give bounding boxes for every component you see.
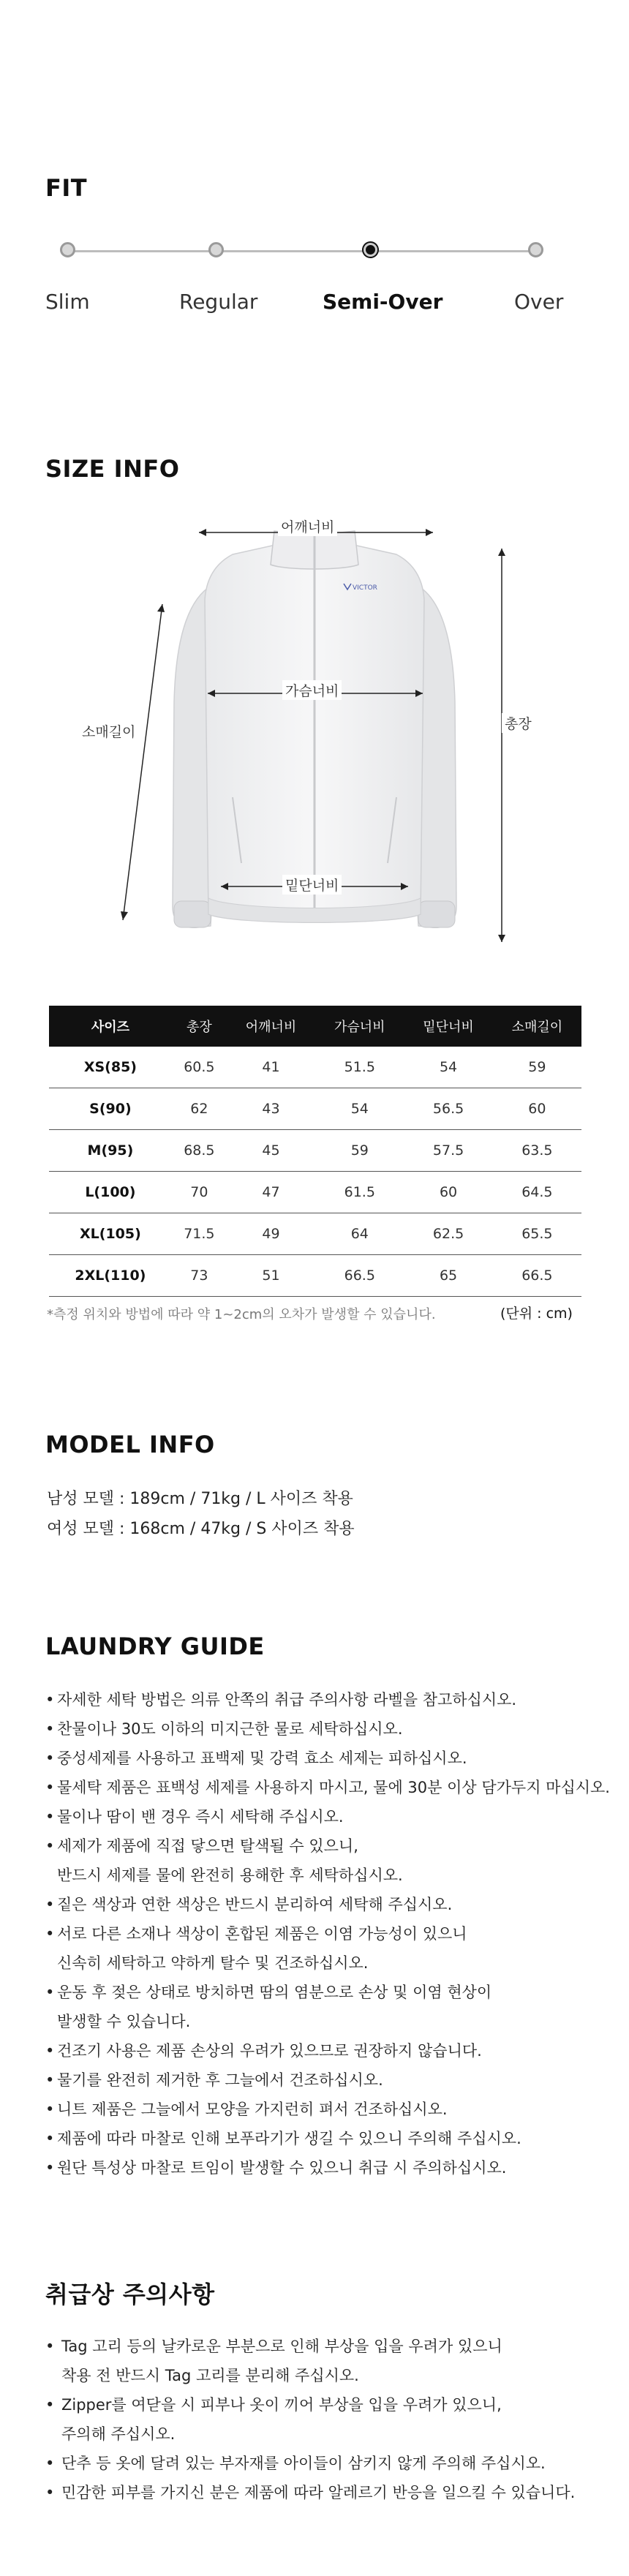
arrow-head-icon: [498, 935, 505, 942]
table-cell: 47: [227, 1172, 315, 1213]
list-item: • 자세한 세탁 방법은 의류 안쪽의 취급 주의사항 라벨을 참고하십시오.: [45, 1691, 517, 1709]
table-cell: 73: [172, 1255, 227, 1297]
list-item: • 니트 제품은 그늘에서 모양을 가지런히 펴서 건조하십시오.: [45, 2101, 448, 2118]
list-item-continuation: 신속히 세탁하고 약하게 탈수 및 건조하십시오.: [57, 1954, 369, 1972]
list-item: • 운동 후 젖은 상태로 방치하면 땀의 염분으로 손상 및 이염 현상이: [45, 1984, 492, 2001]
table-cell: 49: [227, 1213, 315, 1255]
measurement-note: *측정 위치와 방법에 따라 약 1~2cm의 오차가 발생할 수 있습니다.: [47, 1307, 436, 1322]
table-cell: S(90): [49, 1088, 172, 1130]
header-chest: 가슴너비: [315, 1006, 404, 1047]
list-item-continuation: 착용 전 반드시 Tag 고리를 분리해 주십시오.: [61, 2367, 359, 2384]
fit-scale-line: [67, 250, 541, 252]
table-cell: XL(105): [49, 1213, 172, 1255]
arrow-head-icon: [157, 604, 165, 612]
label-hem: 밑단너비: [282, 875, 342, 895]
arrow-head-icon: [498, 549, 505, 556]
jacket-logo: VICTOR: [353, 584, 377, 592]
list-item: • 세제가 제품에 직접 닿으면 탈색될 수 있으니,: [45, 1837, 358, 1855]
fit-label-regular: Regular: [179, 290, 258, 314]
model-info-title: MODEL INFO: [45, 1431, 215, 1458]
list-item: • 중성세제를 사용하고 표백제 및 강력 효소 세제는 피하십시오.: [45, 1750, 467, 1767]
table-row: [49, 1213, 581, 1255]
table-cell: 60: [404, 1172, 492, 1213]
table-cell: 64.5: [493, 1172, 581, 1213]
laundry-guide-title: LAUNDRY GUIDE: [45, 1632, 265, 1660]
table-cell: 70: [172, 1172, 227, 1213]
label-shoulder: 어깨너비: [278, 516, 337, 536]
table-row: [49, 1088, 581, 1130]
table-cell: 62.5: [404, 1213, 492, 1255]
table-cell: 71.5: [172, 1213, 227, 1255]
table-cell: 66.5: [315, 1255, 404, 1297]
list-item: • 원단 특성상 마찰로 트임이 발생할 수 있으니 취급 시 주의하십시오.: [45, 2159, 507, 2177]
list-item: • 짙은 색상과 연한 색상은 반드시 분리하여 세탁해 주십시오.: [45, 1896, 453, 1913]
table-cell: 54: [404, 1047, 492, 1088]
table-row: [49, 1255, 581, 1297]
fit-dot-over: [528, 242, 543, 257]
list-item: • 제품에 따라 마찰로 인해 보푸라기가 생길 수 있으니 주의해 주십시오.: [45, 2130, 521, 2147]
table-cell: 62: [172, 1088, 227, 1130]
size-table: [49, 1006, 581, 1297]
table-cell: 61.5: [315, 1172, 404, 1213]
table-cell: 43: [227, 1088, 315, 1130]
table-cell: 65: [404, 1255, 492, 1297]
list-item-continuation: 반드시 세제를 물에 완전히 용해한 후 세탁하십시오.: [57, 1867, 403, 1884]
table-cell: 2XL(110): [49, 1255, 172, 1297]
header-hem: 밑단너비: [404, 1006, 492, 1047]
table-cell: 57.5: [404, 1130, 492, 1172]
table-cell: L(100): [49, 1172, 172, 1213]
fit-dot-regular: [208, 242, 224, 257]
fit-dot-slim: [60, 242, 75, 257]
fit-label-slim: Slim: [45, 290, 90, 314]
table-cell: 66.5: [493, 1255, 581, 1297]
model-line-male: 남성 모델 : 189cm / 71kg / L 사이즈 착용: [47, 1490, 353, 1508]
table-cell: 51.5: [315, 1047, 404, 1088]
header-length: 총장: [172, 1006, 227, 1047]
sleeve-arrow: [123, 604, 162, 920]
list-item: • 민감한 피부를 가지신 분은 제품에 따라 알레르기 반응을 일으킬 수 있습니다.: [45, 2484, 576, 2501]
table-cell: 51: [227, 1255, 315, 1297]
table-cell: 56.5: [404, 1088, 492, 1130]
list-item: • 물이나 땀이 밴 경우 즉시 세탁해 주십시오.: [45, 1808, 344, 1826]
list-item: • Zipper를 여닫을 시 피부나 옷이 끼어 부상을 입을 우려가 있으니,: [45, 2396, 502, 2414]
jacket-illustration: [173, 531, 456, 927]
arrow-head-icon: [121, 911, 128, 920]
table-row: [49, 1130, 581, 1172]
list-item: • Tag 고리 등의 날카로운 부분으로 인해 부상을 입을 우려가 있으니: [45, 2338, 502, 2355]
fit-dot-semi-over: [364, 243, 377, 257]
label-sleeve: 소매길이: [79, 721, 138, 741]
list-item-continuation: 발생할 수 있습니다.: [57, 2013, 191, 2030]
unit-label: (단위 : cm): [500, 1306, 573, 1322]
list-item: • 찬물이나 30도 이하의 미지근한 물로 세탁하십시오.: [45, 1720, 403, 1738]
header-shoulder: 어깨너비: [227, 1006, 315, 1047]
list-item: • 물세탁 제품은 표백성 세제를 사용하지 마시고, 물에 30분 이상 담가두지 마십시오.: [45, 1779, 610, 1796]
model-line-female: 여성 모델 : 168cm / 47kg / S 사이즈 착용: [47, 1520, 355, 1538]
table-cell: XS(85): [49, 1047, 172, 1088]
table-row: [49, 1172, 581, 1213]
fit-title: FIT: [45, 174, 88, 202]
header-sleeve: 소매길이: [493, 1006, 581, 1047]
table-row: [49, 1047, 581, 1088]
list-item-continuation: 주의해 주십시오.: [61, 2425, 176, 2443]
table-cell: 41: [227, 1047, 315, 1088]
table-cell: 68.5: [172, 1130, 227, 1172]
table-cell: 59: [493, 1047, 581, 1088]
caution-title: 취급상 주의사항: [45, 2281, 215, 2308]
table-cell: 65.5: [493, 1213, 581, 1255]
table-cell: 64: [315, 1213, 404, 1255]
header-size: 사이즈: [49, 1006, 172, 1047]
list-item: • 단추 등 옷에 달려 있는 부자재를 아이들이 삼키지 않게 주의해 주십시오.: [45, 2455, 546, 2472]
label-chest: 가슴너비: [282, 680, 342, 700]
fit-label-over: Over: [514, 290, 564, 314]
size-table-header-row: [49, 1006, 581, 1047]
list-item: • 건조기 사용은 제품 손상의 우려가 있으므로 권장하지 않습니다.: [45, 2042, 482, 2060]
fit-label-semi-over: Semi-Over: [323, 290, 443, 314]
list-item: • 물기를 완전히 제거한 후 그늘에서 건조하십시오.: [45, 2071, 383, 2089]
table-cell: 45: [227, 1130, 315, 1172]
arrow-head-icon: [199, 529, 206, 536]
label-length: 총장: [502, 713, 535, 733]
table-cell: 60: [493, 1088, 581, 1130]
list-item: • 서로 다른 소재나 색상이 혼합된 제품은 이염 가능성이 있으니: [45, 1925, 467, 1943]
table-cell: M(95): [49, 1130, 172, 1172]
size-info-title: SIZE INFO: [45, 455, 180, 483]
table-cell: 63.5: [493, 1130, 581, 1172]
table-cell: 54: [315, 1088, 404, 1130]
arrow-head-icon: [426, 529, 433, 536]
table-cell: 59: [315, 1130, 404, 1172]
table-cell: 60.5: [172, 1047, 227, 1088]
